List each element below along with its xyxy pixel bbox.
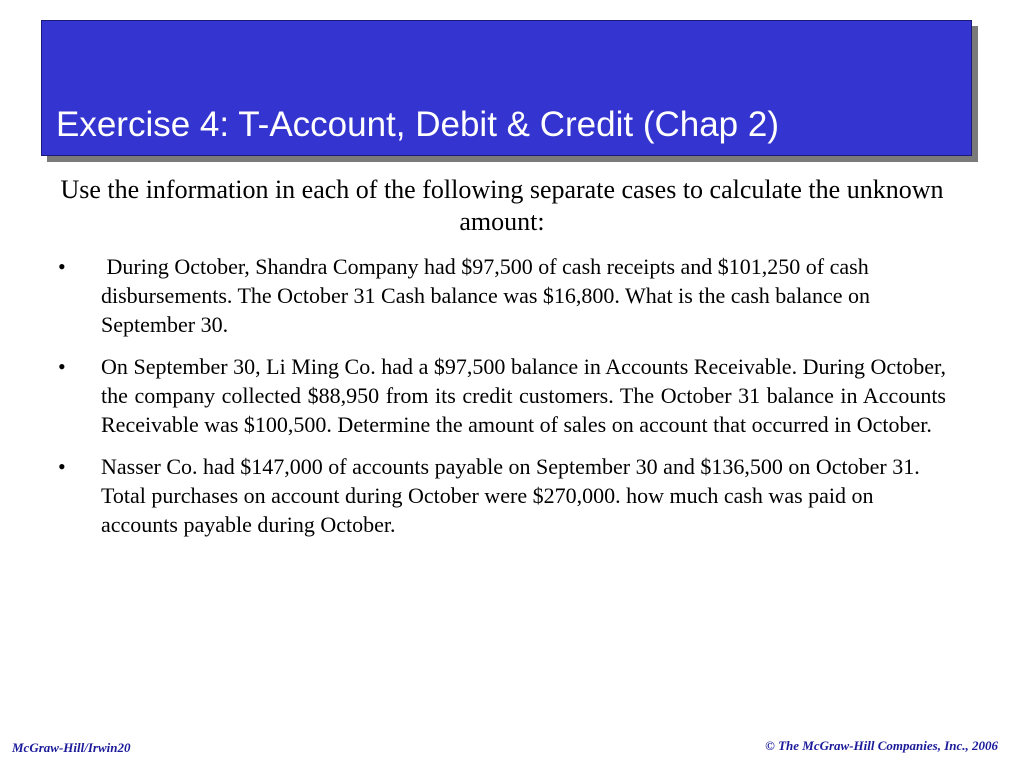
intro-text: Use the information in each of the following separate cases to calculate the unknown amount: [60, 175, 944, 236]
slide-content [58, 174, 946, 552]
bullet-item-accounts-payable [58, 452, 946, 539]
bullet-text: On September 30, Li Ming Co. had a $97,500 balance in Accounts Receivable. During October, the company collected $88,950 from its credit customers. The October 31 balance in Accounts Receivable was $100,500. Determine the amount of sales on account that occurred in October. [101, 354, 946, 437]
bullet-item-accounts-receivable [58, 352, 946, 439]
footer-left-credit: McGraw-Hill/Irwin20 [12, 740, 131, 755]
bullet-marker: • [58, 254, 66, 279]
bullet-list [58, 252, 946, 539]
bullet-marker: • [58, 354, 66, 379]
title-box [41, 20, 972, 156]
bullet-text: During October, Shandra Company had $97,500 of cash receipts and $101,250 of cash disbursements. The October 31 Cash balance was $16,800. What is the cash balance on September 30. [101, 254, 876, 337]
bullet-item-cash-balance [58, 252, 946, 339]
bullet-marker: • [58, 454, 66, 479]
bullet-text: Nasser Co. had $147,000 of accounts payable on September 30 and $136,500 on October 31. Total purchases on account during October were $270,000. how much cash was paid on accounts payable during October. [101, 454, 920, 537]
slide-title: Exercise 4: T-Account, Debit & Credit (Chap 2) [56, 105, 779, 144]
footer-copyright: © The McGraw-Hill Companies, Inc., 2006 [765, 738, 998, 753]
